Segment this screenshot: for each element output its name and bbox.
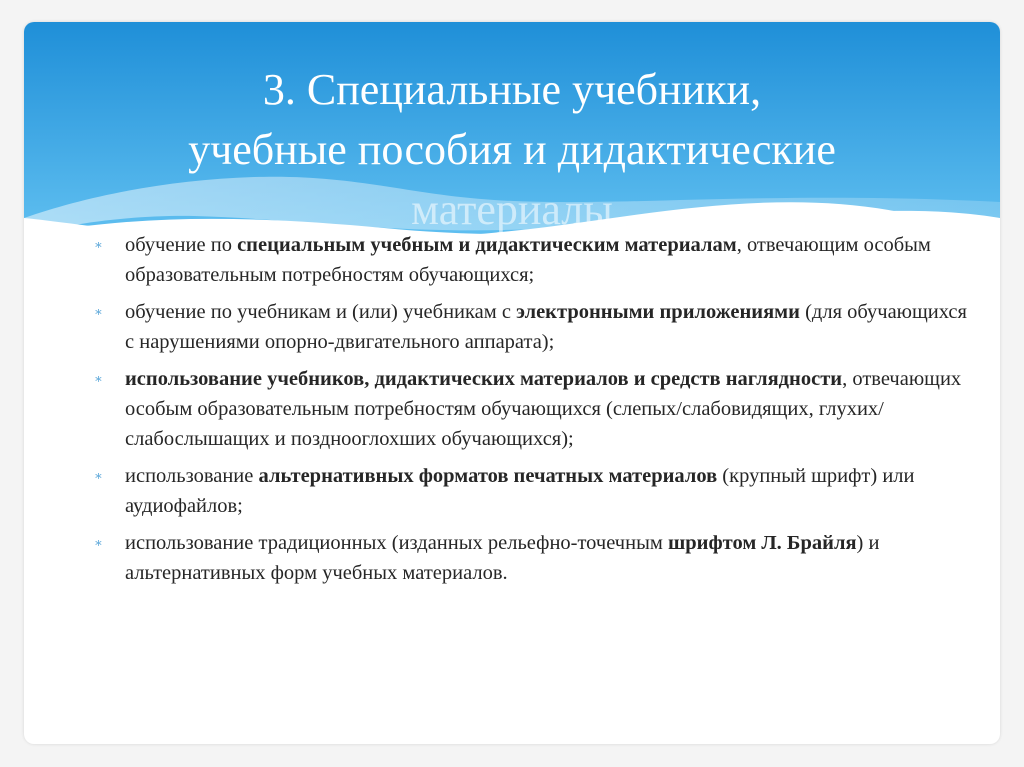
bullet-text-bold: альтернативных форматов печатных материалов bbox=[258, 465, 718, 487]
bullet-text: обучение по bbox=[125, 234, 238, 256]
bullet-text-bold: шрифтом Л. Брайля bbox=[667, 532, 857, 554]
bullet-text: использование bbox=[125, 465, 259, 487]
star-bullet-icon: ∗ bbox=[94, 371, 103, 386]
list-item bbox=[94, 364, 974, 454]
bullet-text: ) и альтернативных форм учебных материалов. bbox=[125, 532, 880, 584]
bullet-text: , отвечающих особым образовательным потребностям обучающихся (слепых/слабовидящих, глухих/слабослышащих и позднооглохших обучающихся); bbox=[125, 368, 962, 450]
title-line: материалы bbox=[411, 185, 613, 234]
star-bullet-icon: ∗ bbox=[94, 468, 103, 483]
title-line: учебные пособия и дидактические bbox=[188, 125, 836, 174]
bullet-text: (крупный шрифт) или аудиофайлов; bbox=[125, 465, 915, 517]
bullet-list bbox=[94, 230, 974, 595]
star-bullet-icon: ∗ bbox=[94, 535, 103, 550]
bullet-text-bold: электронными приложениями bbox=[516, 301, 800, 323]
title-line: 3. Специальные учебники, bbox=[262, 65, 762, 114]
list-item bbox=[94, 230, 974, 290]
bullet-text: обучение по учебникам и (или) учебникам с bbox=[125, 301, 517, 323]
star-bullet-icon: ∗ bbox=[94, 237, 103, 252]
list-item bbox=[94, 461, 974, 521]
bullet-text: использование традиционных (изданных рельефно-точечным bbox=[125, 532, 668, 554]
slide-title bbox=[24, 60, 1000, 240]
bullet-text: (для обучающихся с нарушениями опорно-двигательного аппарата); bbox=[125, 301, 967, 353]
presentation-slide bbox=[24, 22, 1000, 744]
bullet-text: , отвечающим особым образовательным потребностям обучающихся; bbox=[125, 234, 931, 286]
bullet-text-bold: специальным учебным и дидактическим материалам bbox=[237, 234, 737, 256]
list-item bbox=[94, 528, 974, 588]
list-item bbox=[94, 297, 974, 357]
bullet-text-bold: использование учебников, дидактических материалов и средств наглядности bbox=[125, 368, 843, 390]
star-bullet-icon: ∗ bbox=[94, 304, 103, 319]
